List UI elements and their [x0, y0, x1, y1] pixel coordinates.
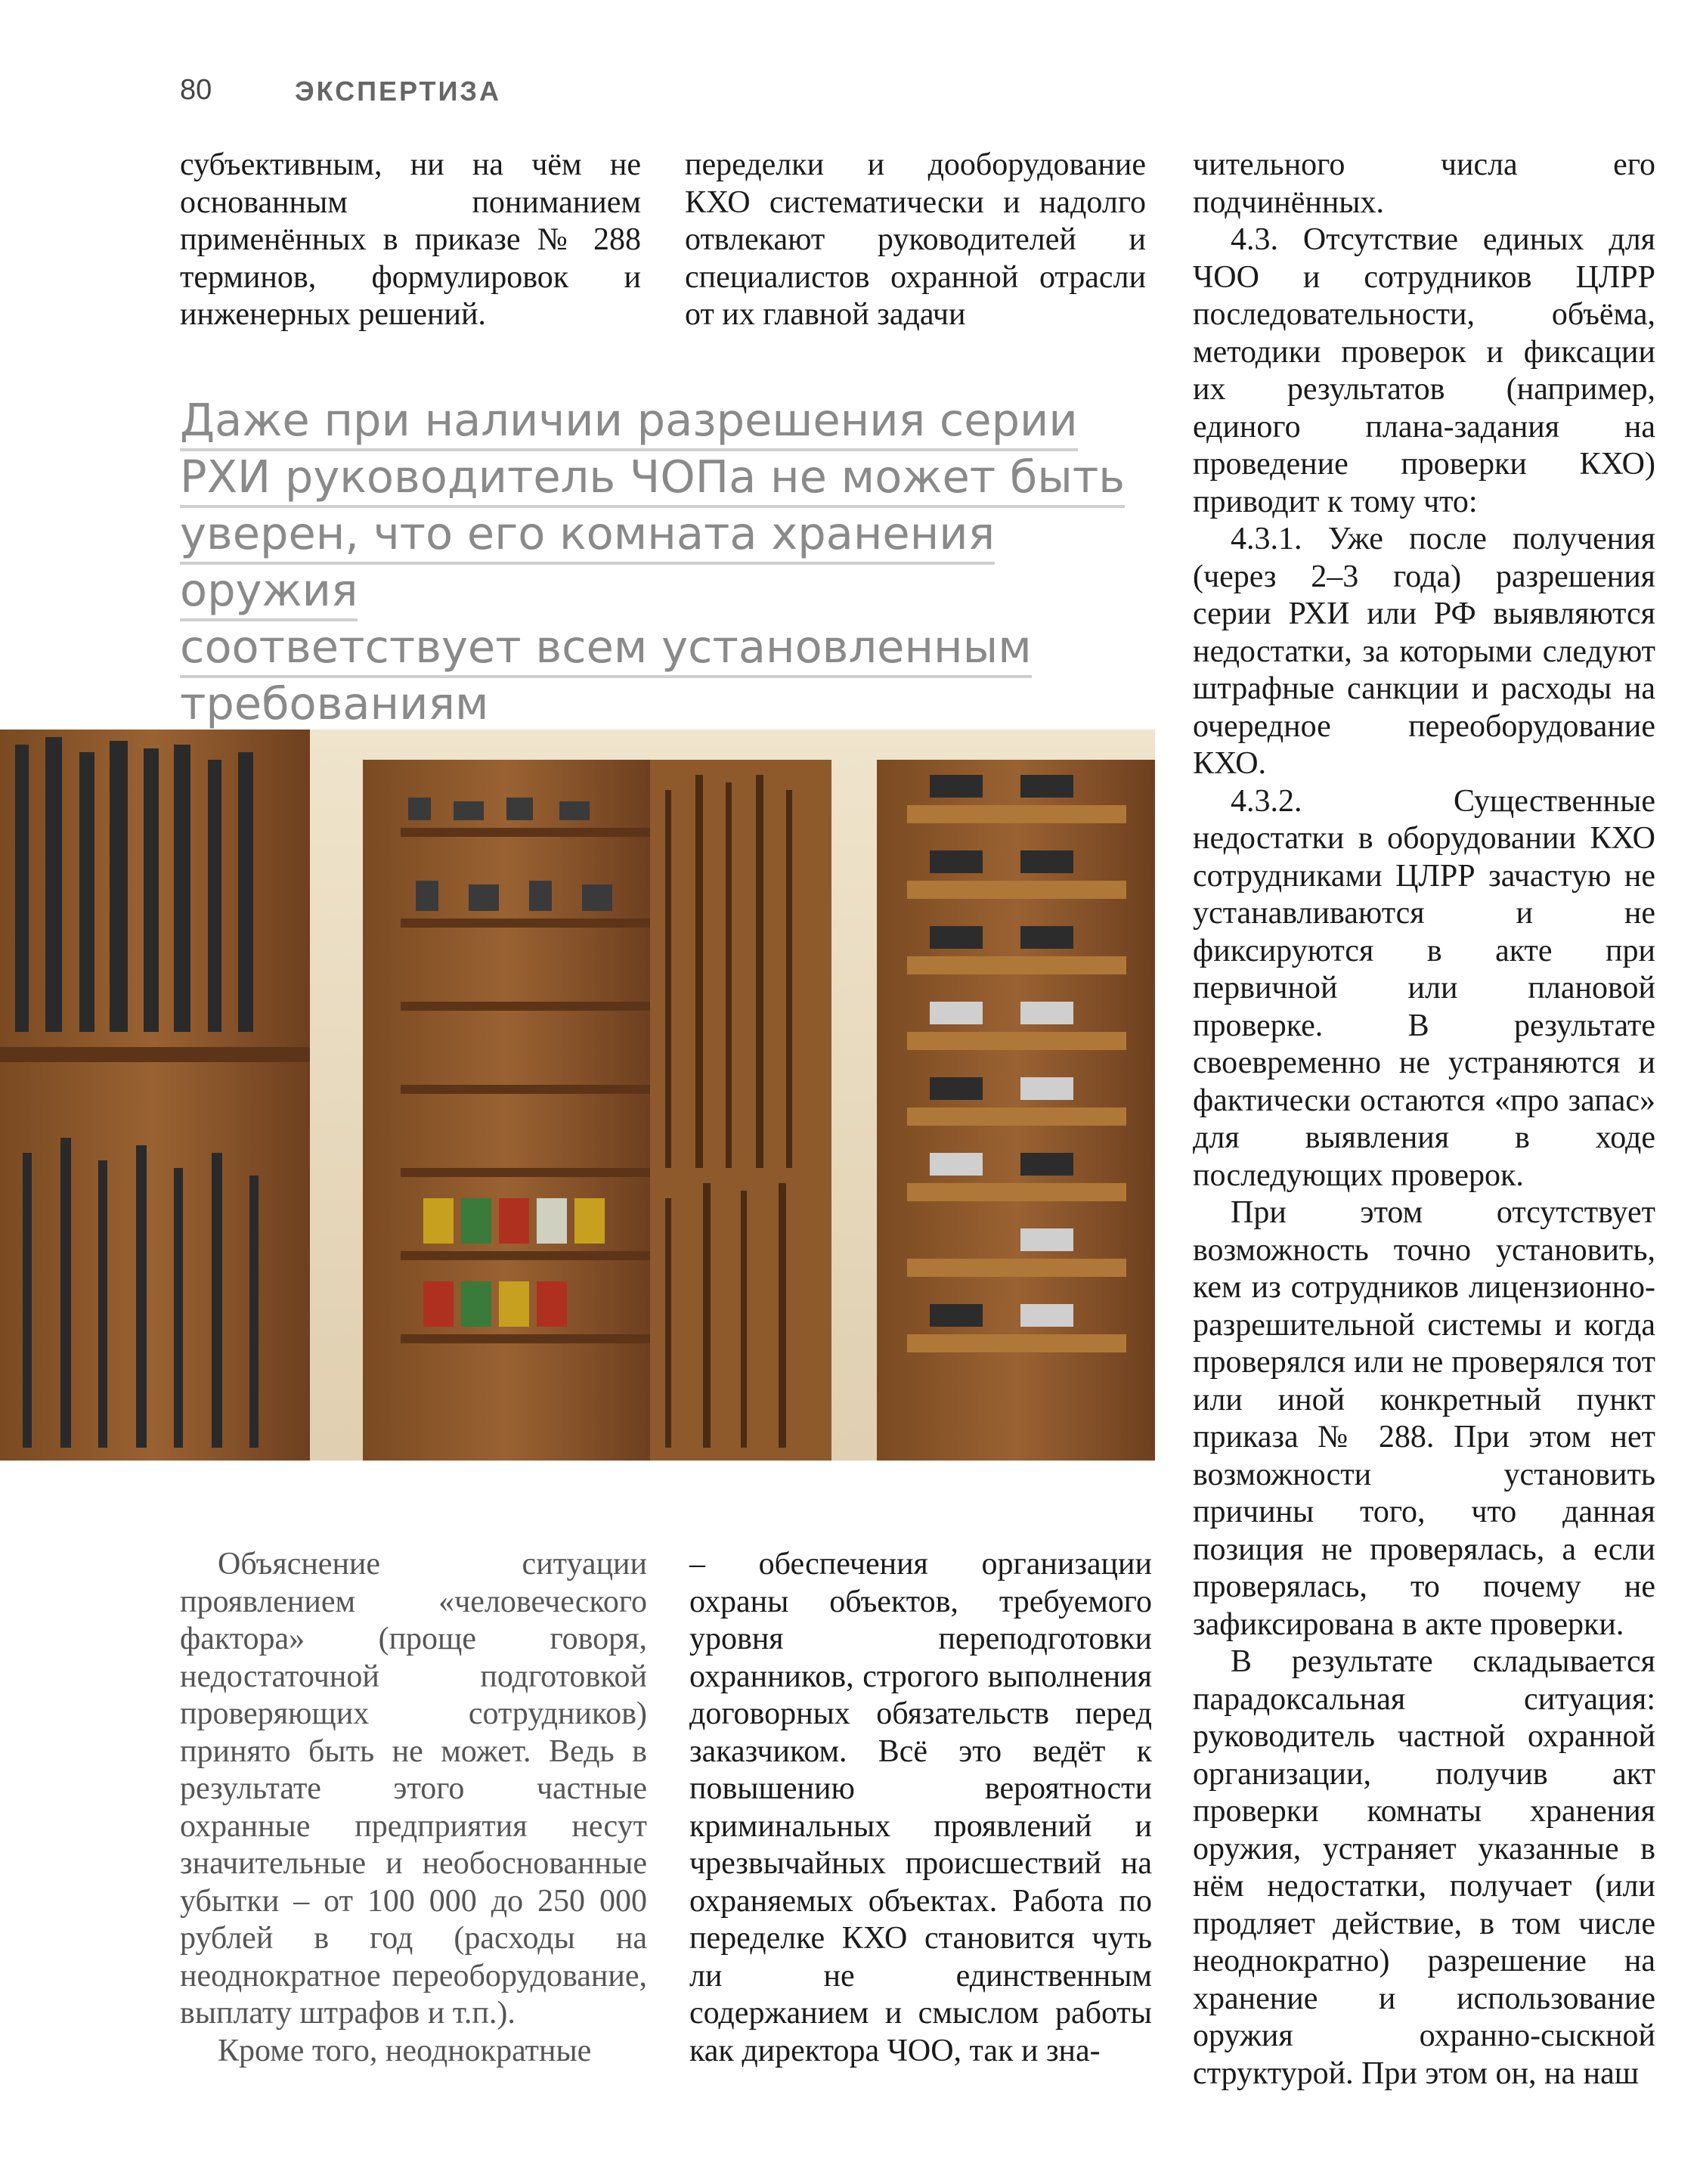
paragraph: При этом отсутствует возможность точно установить, кем из сотрудников лицензионно-разрешительной системы и когда проверялся или не проверялся тот или иной конкретный пункт приказа № 288. При этом нет возможности установить причины того, что данная позиция не проверялась, а если проверялась, то почему не зафиксирована в акте проверки. [1193, 1195, 1655, 1642]
paragraph: – обеспечения организации охраны объектов, требуемого уровня переподготовки охранников, строгого выполнения договорных обязательств перед заказчиком. Всё это ведёт к повышению вероятности криминальных проявлений и чрезвычайных происшествий на охраняемых объектах. Работа по переделке КХО становится чуть ли не единственным содержанием и смыслом работы как директора ЧОО, так и зна- [689, 1547, 1152, 2068]
pull-quote-line: Даже при наличии разрешения серии [180, 394, 1078, 451]
paragraph: В результате складывается парадоксальная ситуация: руководитель частной охранной организации, получив акт проверки комнаты хранения оружия, устраняет указанные в нём недостатки, получает (или продляет действие, в том числе неоднократно) разрешение на хранение и использование оружия охранно-сыскной структурой. При этом он, на наш [1193, 1644, 1655, 2091]
paragraph: Объяснение ситуации проявлением «человеческого фактора» (проще говоря, недостаточной подготовкой проверяющих сотрудников) принято быть не может. Ведь в результате этого частные охранные предприятия несут значительные и необоснованные убытки – от 100 000 до 250 000 рублей в год (расходы на неоднократное переоборудование, выплату штрафов и т.п.). [180, 1547, 647, 2031]
column1-top [180, 147, 641, 334]
gun-storage-room-photo [0, 730, 1155, 1461]
paragraph: 4.3.2. Существенные недостатки в оборудовании КХО сотрудниками ЦЛРР зачастую не устанавливаются и не фиксируются в акте при первичной или плановой проверке. В результате своевременно не устраняются и фактически остаются «про запас» для выявления в ходе последующих проверок. [1193, 783, 1655, 1193]
paragraph: 4.3. Отсутствие единых для ЧОО и сотрудников ЦЛРР последовательности, объёма, методики проверок и фиксации их результатов (например, единого плана-задания на проведение проверки КХО) приводит к тому что: [1193, 222, 1655, 519]
column1-bottom [180, 1546, 647, 2070]
paragraph: субъективным, ни на чём не основанным пониманием применённых в приказе № 288 терминов, формулировок и инженерных решений. [180, 147, 641, 332]
column2-bottom [689, 1546, 1152, 2070]
pull-quote-line: РХИ руководитель ЧОПа не может быть [180, 451, 1125, 508]
page-header [180, 74, 1616, 112]
paragraph: чительного числа его подчинённых. [1193, 147, 1655, 220]
paragraph: Кроме того, неоднократные [218, 2033, 592, 2068]
pull-quote-line: уверен, что его комната хранения оружия [180, 507, 995, 621]
paragraph: 4.3.1. Уже после получения (через 2–3 года) разрешения серии РХИ или РФ выявляются недостатки, за которыми следуют штрафные санкции и расходы на очередное переоборудование КХО. [1193, 522, 1655, 781]
paragraph: переделки и дооборудование КХО систематически и надолго отвлекают руководителей и специалистов охранной отрасли от их главной задачи [685, 147, 1146, 332]
column3 [1193, 147, 1655, 2093]
section-title: ЭКСПЕРТИЗА [295, 76, 501, 107]
column2-top [685, 147, 1146, 334]
pull-quote-line: соответствует всем установленным [180, 621, 1032, 678]
pull-quote [180, 392, 1132, 732]
page-number: 80 [180, 74, 212, 106]
pull-quote-line: требованиям [180, 677, 488, 735]
